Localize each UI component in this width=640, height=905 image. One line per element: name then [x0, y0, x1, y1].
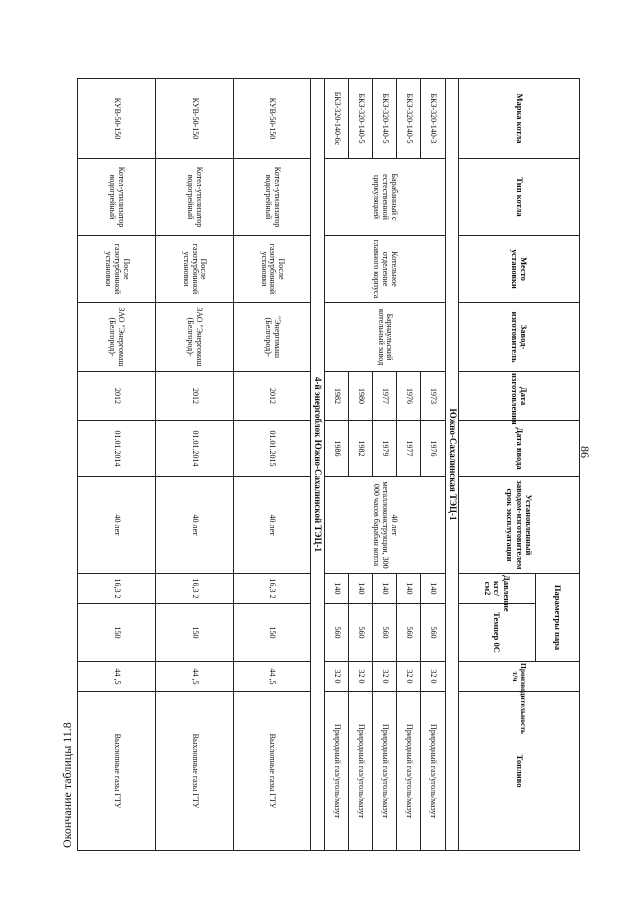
cell-commission-date: 1979 [372, 421, 396, 477]
cell-capacity: 44 ,5 [233, 662, 311, 692]
cell-made-date: 2012 [78, 372, 156, 421]
cell-pressure: 16,3 2 [233, 574, 311, 604]
section2-title: 4-й энергоблок Южно-Сахалинской ТЭЦ-1 [311, 79, 324, 851]
cell-location: Котельное отделение главного корпуса [324, 236, 445, 303]
cell-temperature: 560 [324, 604, 348, 662]
cell-capacity: 32 0 [397, 662, 421, 692]
cell-temperature: 560 [348, 604, 372, 662]
table-caption: Окончание таблицы 11.8 [60, 722, 74, 848]
header-type: Тип котла [458, 159, 579, 236]
cell-commission-date: 1976 [421, 421, 445, 477]
cell-made-date: 2012 [233, 372, 311, 421]
section1-title: Южно-Сахалинская ТЭЦ-1 [445, 79, 458, 851]
cell-made-date: 1976 [397, 372, 421, 421]
rotated-table-frame [77, 78, 580, 818]
cell-capacity: 32 0 [324, 662, 348, 692]
cell-fuel: Природный газ/уголь/мазут [397, 692, 421, 851]
cell-temperature: 560 [421, 604, 445, 662]
cell-pressure: 16,3 2 [155, 574, 233, 604]
cell-capacity: 32 0 [421, 662, 445, 692]
cell-fuel: Природный газ/уголь/мазут [348, 692, 372, 851]
cell-temperature: 560 [397, 604, 421, 662]
page-number: 86 [578, 446, 592, 458]
cell-location: После газотурбинной установки [78, 236, 156, 303]
cell-fuel: Выхлопные газы ГТУ [78, 692, 156, 851]
header-location: Место установки [458, 236, 579, 303]
cell-capacity: 32 0 [372, 662, 396, 692]
header-service-life: Установленный заводом-изготовителем срок эксплуатации [458, 477, 579, 574]
header-commission-date: Дата ввода [458, 421, 579, 477]
cell-fuel: Выхлопные газы ГТУ [155, 692, 233, 851]
header-made-date: Дата изготовления [458, 372, 579, 421]
cell-model: КУВ-50-150 [78, 79, 156, 159]
cell-model: БКЗ-320-140-5 [397, 79, 421, 159]
header-model: Марка котла [458, 79, 579, 159]
cell-manufacturer: ЗАО "Энергомаш (Белгород)- [78, 303, 156, 372]
boiler-table [77, 78, 580, 851]
cell-model: КУВ-50-150 [155, 79, 233, 159]
table-row [155, 79, 233, 851]
cell-fuel: Природный газ/уголь/мазут [421, 692, 445, 851]
header-fuel: Топливо [458, 692, 579, 851]
cell-made-date: 1977 [372, 372, 396, 421]
cell-manufacturer: "Энергомаш (Белгород)- [233, 303, 311, 372]
cell-commission-date: 1977 [397, 421, 421, 477]
cell-service-life: 40 лет [155, 477, 233, 574]
cell-temperature: 150 [233, 604, 311, 662]
cell-type: Котел-утилизатор водогрейный [78, 159, 156, 236]
cell-model: КУВ-50-150 [233, 79, 311, 159]
cell-commission-date: 1982 [348, 421, 372, 477]
cell-temperature: 560 [372, 604, 396, 662]
cell-pressure: 140 [324, 574, 348, 604]
cell-location: После газотурбинной установки [155, 236, 233, 303]
cell-commission-date: 01.01.2015 [233, 421, 311, 477]
table-row [233, 79, 311, 851]
cell-model: БКЗ-320-140-6с [324, 79, 348, 159]
header-steam-params: Параметры пара [535, 574, 579, 662]
header-manufacturer: Завод-изготовитель [458, 303, 579, 372]
cell-manufacturer: Барнаульский котельный завод [324, 303, 445, 372]
cell-type: Котел-утилизатор водогрейный [233, 159, 311, 236]
cell-pressure: 140 [372, 574, 396, 604]
cell-temperature: 150 [78, 604, 156, 662]
cell-fuel: Природный газ/уголь/мазут [372, 692, 396, 851]
table-row [421, 79, 445, 851]
cell-service-life: 40 лет [78, 477, 156, 574]
cell-made-date: 1982 [324, 372, 348, 421]
cell-made-date: 1980 [348, 372, 372, 421]
cell-fuel: Природный газ/уголь/мазут [324, 692, 348, 851]
cell-capacity: 44 ,5 [78, 662, 156, 692]
cell-service-life: 40 лет [233, 477, 311, 574]
cell-commission-date: 01.01.2014 [78, 421, 156, 477]
cell-pressure: 16,3 2 [78, 574, 156, 604]
section-title-row [445, 79, 458, 851]
cell-manufacturer: ЗАО "Энергомаш (Белгород)- [155, 303, 233, 372]
header-temperature: Темпер 0С [458, 604, 535, 662]
cell-model: БКЗ-320-140-5 [372, 79, 396, 159]
section-title-row [311, 79, 324, 851]
cell-pressure: 140 [421, 574, 445, 604]
table-container [77, 78, 580, 818]
cell-service-life: 40 лет металлоконструкции, 300 000 часов барабан котла [324, 477, 445, 574]
cell-fuel: Выхлопные газы ГТУ [233, 692, 311, 851]
cell-temperature: 150 [155, 604, 233, 662]
header-pressure: Давление кгс/см2 [458, 574, 535, 604]
cell-type: Барабанный с естественной циркуляцией [324, 159, 445, 236]
cell-commission-date: 01.01.2014 [155, 421, 233, 477]
cell-capacity: 44 ,5 [155, 662, 233, 692]
cell-model: БКЗ-320-140-5 [348, 79, 372, 159]
cell-type: Котел-утилизатор водогрейный [155, 159, 233, 236]
cell-pressure: 140 [397, 574, 421, 604]
cell-pressure: 140 [348, 574, 372, 604]
cell-made-date: 1973 [421, 372, 445, 421]
cell-model: БКЗ-320-140-3 [421, 79, 445, 159]
table-row [78, 79, 156, 851]
cell-location: После газотурбинной установки [233, 236, 311, 303]
cell-capacity: 32 0 [348, 662, 372, 692]
cell-commission-date: 1986 [324, 421, 348, 477]
cell-made-date: 2012 [155, 372, 233, 421]
header-capacity: Производительность т/ч [458, 662, 579, 692]
header-row [535, 79, 579, 851]
